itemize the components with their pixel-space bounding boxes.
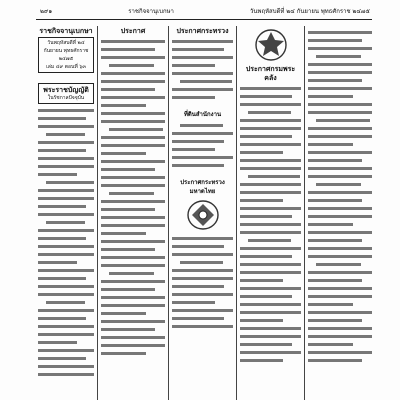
page-number: ๒๙๑ — [40, 8, 53, 15]
royal-seal-icon — [183, 198, 223, 232]
middle-right-column — [172, 26, 233, 400]
interior-ministry-heading: ประกาศกระทรวงมหาดไทย — [180, 179, 225, 195]
seal-emblem — [172, 198, 233, 232]
running-title: ราชกิจจานุเบกษา — [128, 8, 174, 15]
masthead-box — [38, 37, 94, 73]
ministry-notice-heading: ประกาศกระทรวง — [176, 26, 229, 35]
masthead-volume-line: เล่ม ๔๙ ตอนที่ ๖๓ — [46, 64, 86, 70]
garuda-seal — [240, 28, 301, 62]
masthead-title: ราชกิจจานุเบกษา — [39, 26, 93, 35]
header-rule — [36, 19, 372, 20]
land-office-heading: ที่ดินสำนักงาน — [183, 111, 222, 118]
column-divider — [168, 26, 169, 400]
act-title-box — [38, 83, 94, 104]
notice-column — [240, 26, 301, 400]
far-right-column — [308, 26, 372, 400]
column-divider — [236, 26, 237, 400]
announcement-heading: ประกาศ — [120, 26, 146, 35]
garuda-emblem-icon — [254, 28, 288, 62]
notice-title: ประกาศกรมพระคลัง — [245, 64, 296, 82]
column-divider — [304, 26, 305, 400]
middle-left-column — [101, 26, 165, 400]
column-divider — [97, 26, 98, 400]
page-header — [40, 6, 370, 16]
masthead-date-line: วันพฤหัสบดีที่ ๒๔ กันยายน พุทธศักราช ๒๔๗๕ — [43, 40, 89, 62]
issue-info: วันพฤหัสบดีที่ ๒๔ กันยายน พุทธศักราช ๒๔๗๕ — [250, 8, 370, 15]
act-subtitle: ในรัชกาลปัจจุบัน — [47, 95, 85, 101]
left-column — [38, 26, 94, 400]
act-title: พระราชบัญญัติ — [43, 85, 89, 94]
